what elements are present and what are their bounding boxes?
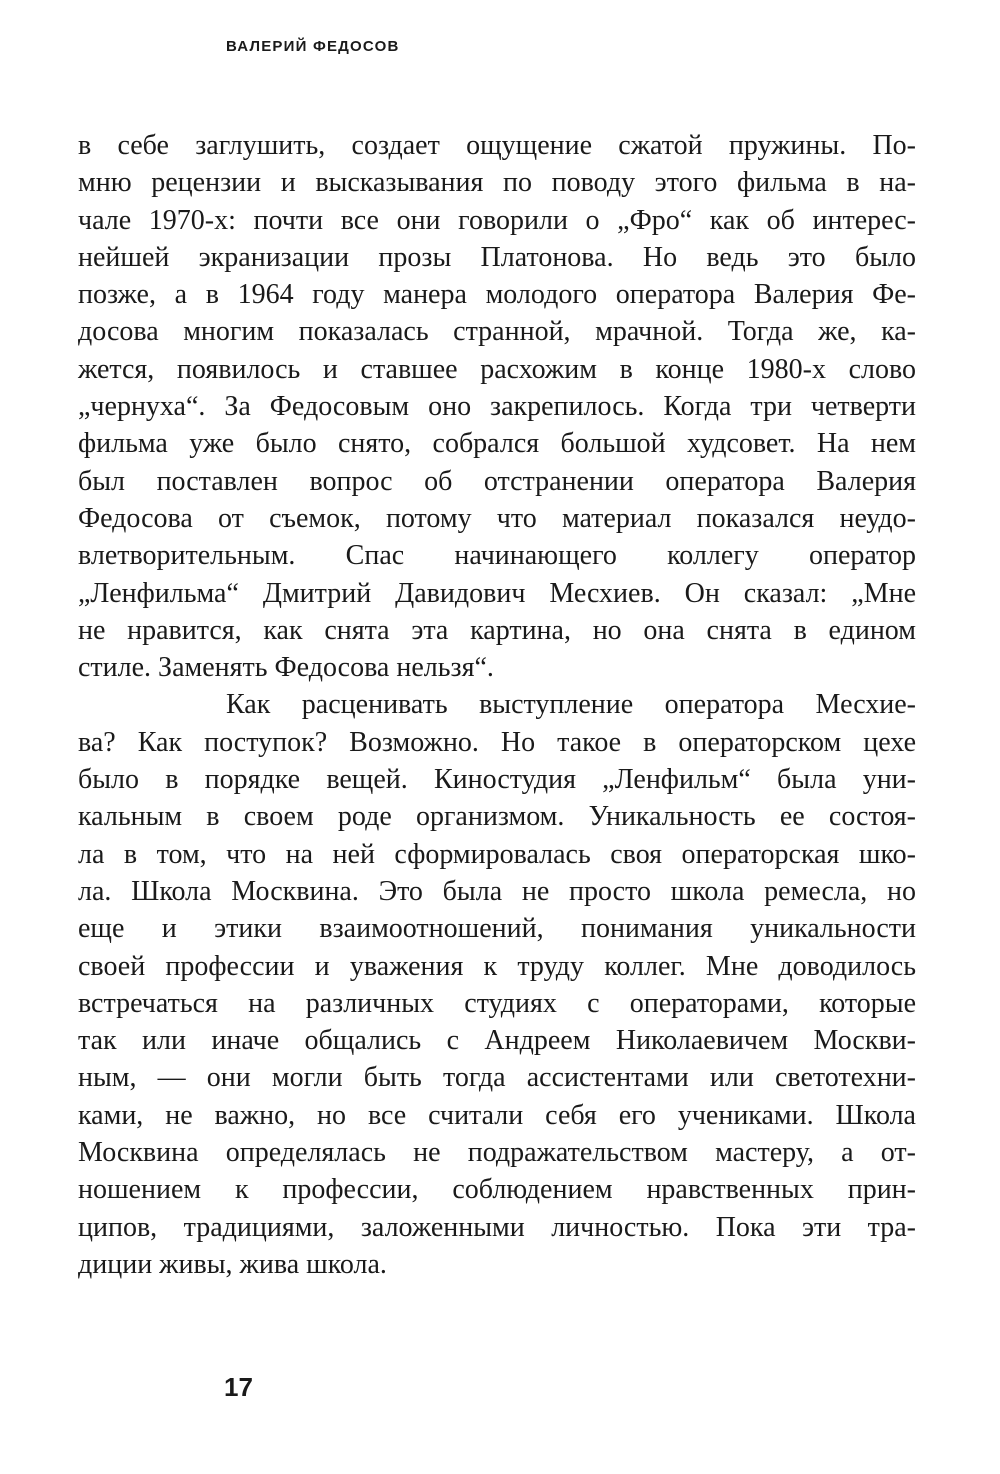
- text-line: стиле. Заменять Федосова нельзя“.: [78, 652, 494, 684]
- paragraph-2: [78, 686, 916, 1283]
- text-line: ла в том, что на ней сформировалась своя операторская шко-: [78, 838, 916, 870]
- text-line: ва? Как поступок? Возможно. Но такое в операторском цехе: [78, 726, 916, 758]
- text-line: диции живы, жива школа.: [78, 1248, 387, 1280]
- text-line: фильма уже было снято, собрался большой худсовет. На нем: [78, 428, 916, 460]
- text-line: „чернуха“. За Федосовым оно закрепилось. Когда три четверти: [78, 391, 916, 423]
- text-line: Москвина определялась не подражательством мастеру, а от-: [78, 1137, 916, 1169]
- text-line: не нравится, как снята эта картина, но она снята в едином: [78, 614, 916, 646]
- text-line: ципов, традициями, заложенными личностью. Пока эти тра-: [78, 1211, 916, 1243]
- text-line: встречаться на различных студиях с операторами, которые: [78, 987, 916, 1019]
- text-line: кальным в своем роде организмом. Уникальность ее состоя-: [78, 801, 916, 833]
- text-line: своей профессии и уважения к труду коллег. Мне доводилось: [78, 950, 916, 982]
- text-line: ношением к профессии, соблюдением нравственных прин-: [78, 1174, 916, 1206]
- text-line: влетворительным. Спас начинающего коллегу оператор: [78, 540, 916, 572]
- body-text: [78, 127, 916, 1283]
- text-line: „Ленфильма“ Дмитрий Давидович Месхиев. Он сказал: „Мне: [78, 577, 916, 609]
- text-line: ками, не важно, но все считали себя его учениками. Школа: [78, 1099, 916, 1131]
- text-line: так или иначе общались с Андреем Николаевичем Москви-: [78, 1025, 916, 1057]
- paragraph-1: [78, 127, 916, 686]
- text-line: мню рецензии и высказывания по поводу этого фильма в на-: [78, 167, 916, 199]
- text-line: был поставлен вопрос об отстранении оператора Валерия: [78, 465, 916, 497]
- running-header: ВАЛЕРИЙ ФЕДОСОВ: [226, 38, 400, 55]
- text-line: позже, а в 1964 году манера молодого оператора Валерия Фе-: [78, 279, 916, 311]
- text-line: Федосова от съемок, потому что материал показался неудо-: [78, 502, 916, 534]
- text-line: ла. Школа Москвина. Это была не просто школа ремесла, но: [78, 875, 916, 907]
- text-line: чале 1970-х: почти все они говорили о „Фро“ как об интерес-: [78, 204, 916, 236]
- text-line: ным, — они могли быть тогда ассистентами или светотехни-: [78, 1062, 916, 1094]
- text-line: досова многим показалась странной, мрачной. Тогда же, ка-: [78, 316, 916, 348]
- text-line: жется, появилось и ставшее расхожим в конце 1980-х слово: [78, 353, 916, 385]
- text-line: еще и этики взаимоотношений, понимания уникальности: [78, 913, 916, 945]
- text-line: в себе заглушить, создает ощущение сжатой пружины. По-: [78, 130, 916, 161]
- text-line: нейшей экранизации прозы Платонова. Но ведь это было: [78, 241, 916, 273]
- text-line: было в порядке вещей. Киностудия „Ленфильм“ была уни-: [78, 764, 916, 796]
- text-line: Как расценивать выступление оператора Месхие-: [226, 689, 916, 721]
- page-number: 17: [224, 1372, 253, 1402]
